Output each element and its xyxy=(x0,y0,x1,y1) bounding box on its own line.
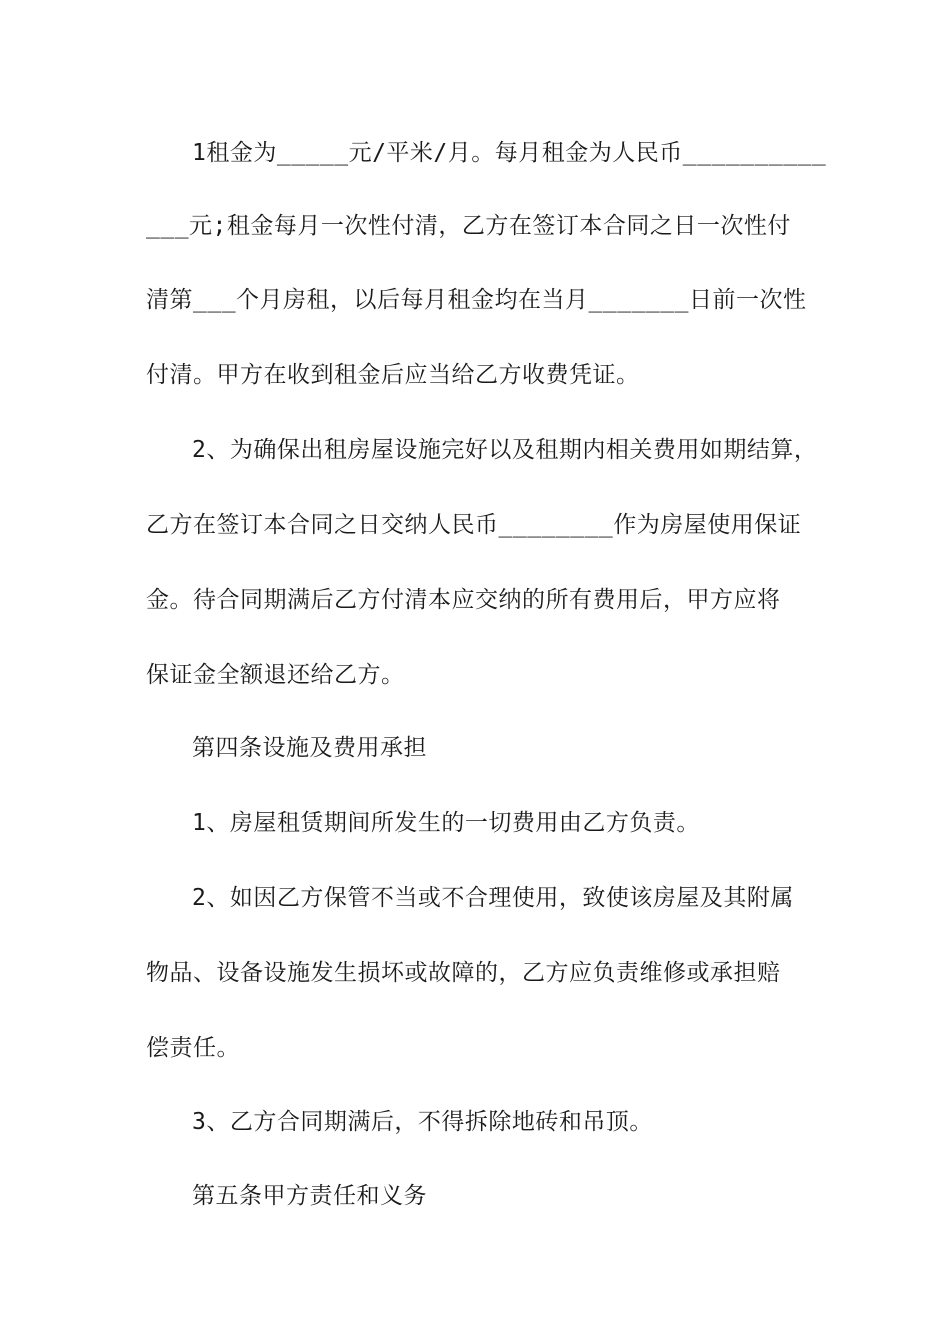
text-line: 2、如因乙方保管不当或不合理使用，致使该房屋及其附属 xyxy=(192,885,794,911)
text-line: 保证金全额退还给乙方。 xyxy=(146,662,405,688)
text-line: 1租金为_____元/平米/月。每月租金为人民币__________ xyxy=(192,140,827,166)
text-line: 付清。甲方在收到租金后应当给乙方收费凭证。 xyxy=(146,362,640,388)
text-line: 1、房屋租赁期间所发生的一切费用由乙方负责。 xyxy=(192,810,700,836)
section-heading: 第四条设施及费用承担 xyxy=(192,735,427,761)
text-line: 乙方在签订本合同之日交纳人民币________作为房屋使用保证 xyxy=(146,512,802,538)
section-heading: 第五条甲方责任和义务 xyxy=(192,1183,427,1209)
text-line: 2、为确保出租房屋设施完好以及租期内相关费用如期结算， xyxy=(192,437,818,463)
text-line: 清第___个月房租，以后每月租金均在当月_______日前一次性 xyxy=(146,287,807,313)
text-line: 3、乙方合同期满后，不得拆除地砖和吊顶。 xyxy=(192,1109,653,1135)
text-line: ___元;租金每月一次性付清，乙方在签订本合同之日一次性付 xyxy=(146,213,791,239)
text-line: 物品、设备设施发生损坏或故障的，乙方应负责维修或承担赔 xyxy=(146,960,781,986)
text-line: 偿责任。 xyxy=(146,1035,240,1061)
text-line: 金。待合同期满后乙方付清本应交纳的所有费用后，甲方应将 xyxy=(146,587,781,613)
